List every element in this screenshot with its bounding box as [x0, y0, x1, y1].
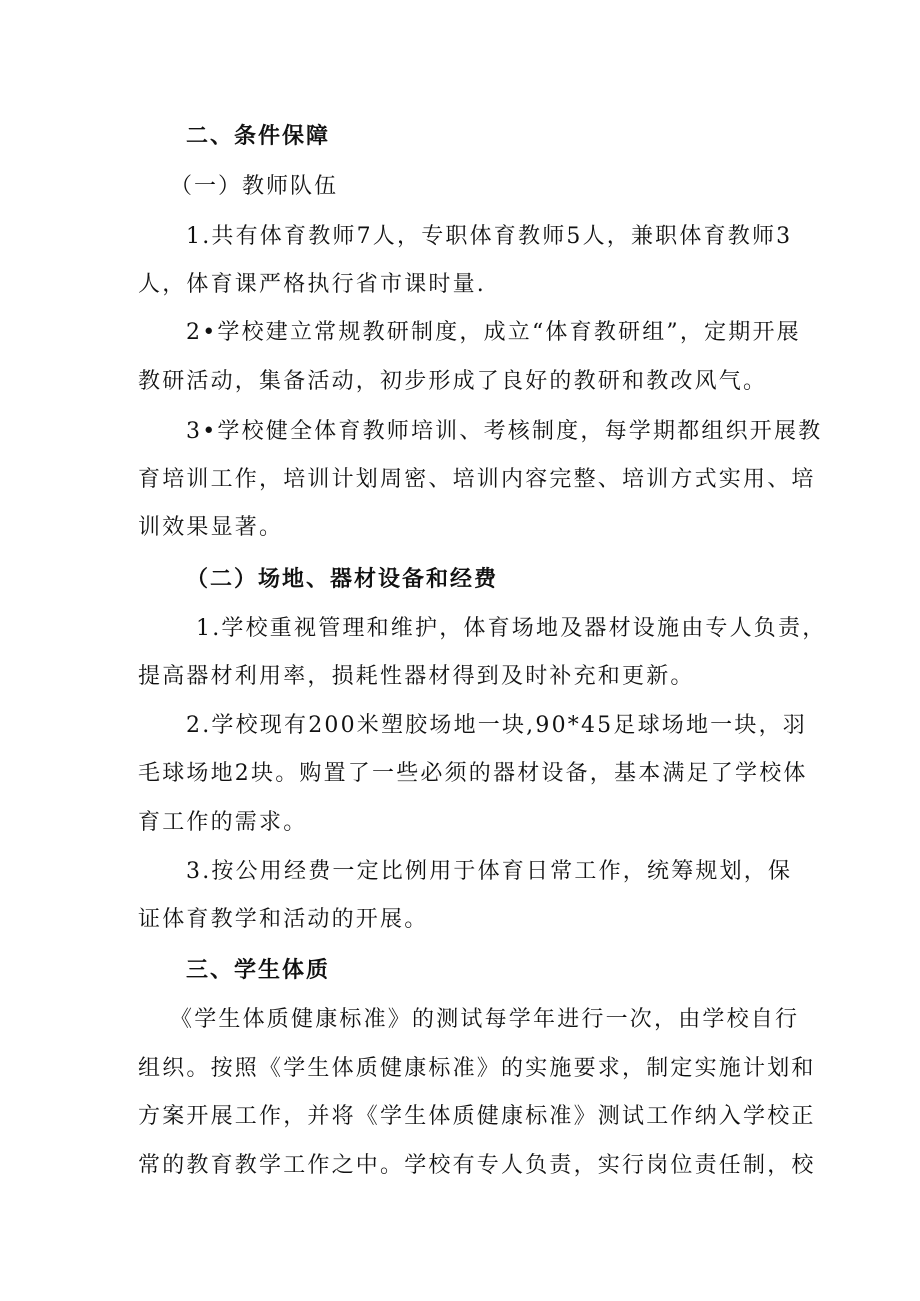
paragraph-line: 教研活动，集备活动，初步形成了良好的教研和教改风气。 [138, 369, 768, 394]
paragraph-line: 方案开展工作，并将《学生体质健康标准》测试工作纳入学校正 [138, 1104, 816, 1129]
paragraph-line: 人，体育课严格执行省市课时量. [138, 272, 486, 297]
paragraph-line: 3•学校健全体育教师培训、考核制度，每学期都组织开展教 [186, 419, 823, 444]
paragraph-line: 育培训工作，培训计划周密、培训内容完整、培训方式实用、培 [138, 467, 816, 492]
subsection-title-teachers: （一）教师队伍 [170, 174, 339, 199]
paragraph-line: 毛球场地2块。购置了一些必须的器材设备，基本满足了学校体 [138, 761, 808, 786]
paragraph-line: 常的教育教学工作之中。学校有专人负责，实行岗位责任制，校 [138, 1153, 816, 1178]
paragraph-line: 《学生体质健康标准》的测试每学年进行一次，由学校自行 [170, 1007, 800, 1032]
paragraph-line: 训效果显著。 [138, 515, 284, 540]
paragraph-line: 1.学校重视管理和维护，体育场地及器材设施由专人负责， [196, 616, 827, 641]
section-heading-conditions: 二、条件保障 [186, 123, 331, 149]
paragraph-line: 提高器材利用率，损耗性器材得到及时补充和更新。 [138, 664, 695, 689]
section-heading-student-fitness: 三、学生体质 [186, 957, 331, 983]
paragraph-line: 组织。按照《学生体质健康标准》的实施要求，制定实施计划和 [138, 1056, 816, 1081]
subsection-title-facilities: （二）场地、器材设备和经费 [186, 566, 499, 592]
paragraph-line: 育工作的需求。 [138, 810, 308, 835]
paragraph-line: 证体育教学和活动的开展。 [138, 907, 429, 932]
paragraph-line: 2.学校现有200米塑胶场地一块,90*45足球场地一块，羽 [186, 713, 807, 738]
paragraph-line: 1.共有体育教师7人，专职体育教师5人，兼职体育教师3 [186, 224, 793, 249]
paragraph-line: 3.按公用经费一定比例用于体育日常工作，统筹规划，保 [186, 859, 793, 884]
paragraph-line: 2•学校建立常规教研制度，成立“体育教研组”，定期开展 [186, 320, 801, 345]
